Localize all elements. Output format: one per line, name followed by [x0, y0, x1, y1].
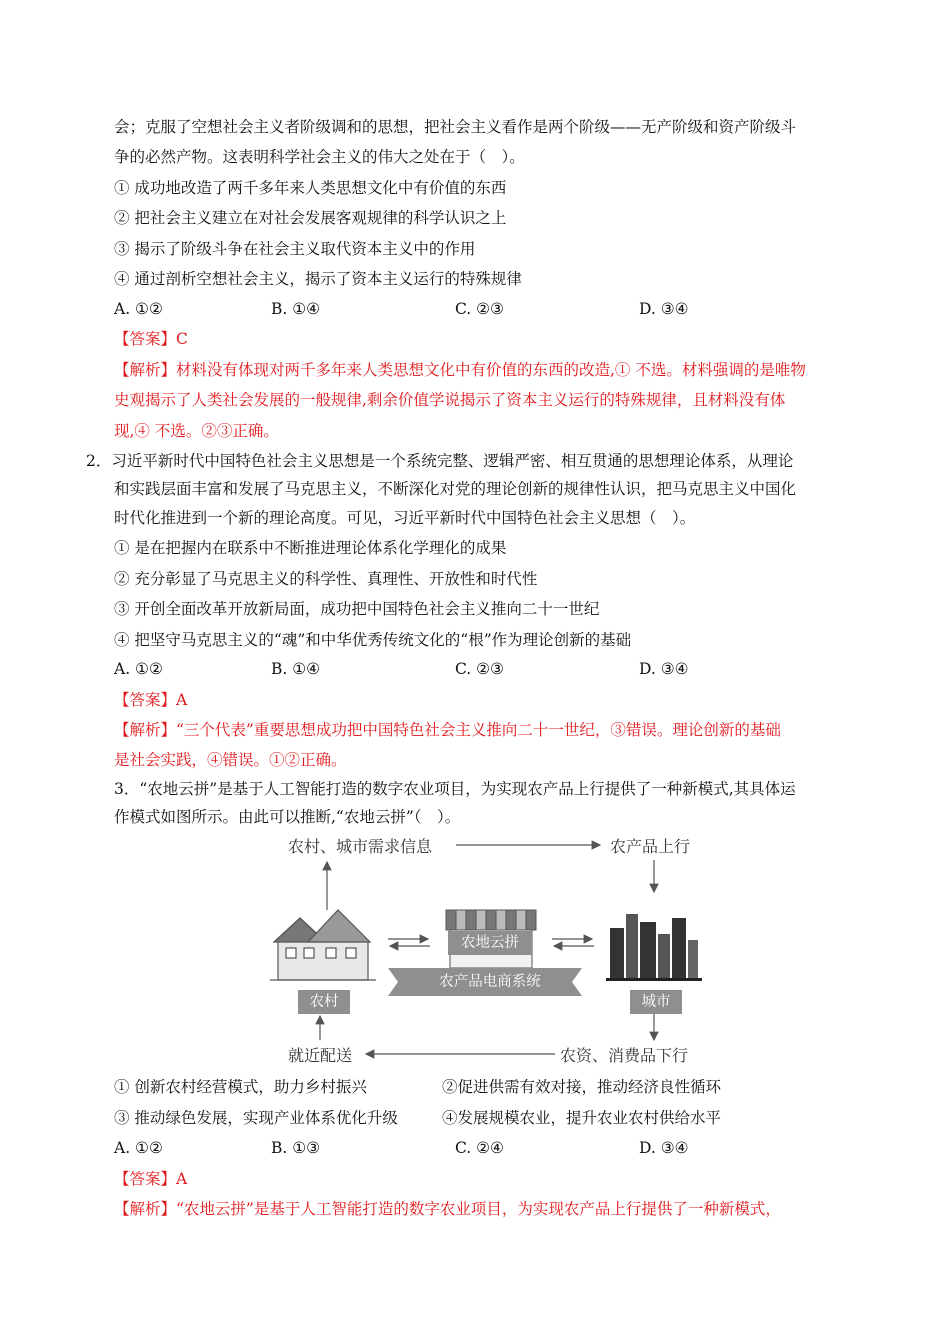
- analysis-text: 是社会实践，④错误。①②正确。: [114, 751, 347, 769]
- option-a: A. ①②: [114, 1139, 163, 1157]
- diagram-top-left-label: 农村、城市需求信息: [288, 837, 433, 856]
- statement-item: ① 创新农村经营模式，助力乡村振兴: [114, 1078, 367, 1096]
- question-text: 3．“农地云拼”是基于人工智能打造的数字农业项目，为实现农产品上行提供了一种新模式,其具体运: [114, 780, 796, 798]
- option-a: A. ①②: [114, 660, 163, 678]
- question-text: 会；克服了空想社会主义者阶级调和的思想，把社会主义看作是两个阶级——无产阶级和资产阶级斗: [114, 118, 797, 136]
- statement-item: ② 把社会主义建立在对社会发展客观规律的科学认识之上: [114, 209, 507, 227]
- option-c: C. ②④: [455, 1139, 504, 1157]
- village-icon: [270, 910, 376, 980]
- flow-diagram: [270, 830, 710, 1070]
- city-label: 城市: [630, 990, 682, 1014]
- question-text: 和实践层面丰富和发展了马克思主义，不断深化对党的理论创新的规律性认识，把马克思主义中国化: [114, 480, 797, 498]
- village-label: 农村: [298, 990, 350, 1014]
- statement-item: ② 充分彰显了马克思主义的科学性、真理性、开放性和时代性: [114, 570, 538, 588]
- question-text: 时代化推进到一个新的理论高度。可见，习近平新时代中国特色社会主义思想（ ）。: [114, 509, 696, 527]
- question-text: 2．习近平新时代中国特色社会主义思想是一个系统完整、逻辑严密、相互贯通的思想理论体系，从理论: [86, 452, 794, 470]
- option-b: B. ①④: [271, 300, 321, 318]
- analysis-text: 现,④ 不选。②③正确。: [114, 422, 279, 440]
- option-d: D. ③④: [639, 1139, 689, 1157]
- statement-item: ④ 把坚守马克思主义的“魂”和中华优秀传统文化的“根”作为理论创新的基础: [114, 631, 632, 649]
- system-label: 农产品电商系统: [439, 974, 541, 990]
- statement-item: ②促进供需有效对接，推动经济良性循环: [442, 1078, 722, 1096]
- option-b: B. ①④: [271, 660, 321, 678]
- option-c: C. ②③: [455, 660, 504, 678]
- statement-item: ③ 揭示了阶级斗争在社会主义取代资本主义中的作用: [114, 240, 476, 258]
- statement-item: ④发展规模农业，提升农业农村供给水平: [442, 1109, 722, 1127]
- answer: 【答案】A: [114, 691, 188, 709]
- analysis-text: 史观揭示了人类社会发展的一般规律,剩余价值学说揭示了资本主义运行的特殊规律，且材料没有体: [114, 391, 786, 409]
- statement-item: ③ 推动绿色发展，实现产业体系优化升级: [114, 1109, 398, 1127]
- center-platform-label: 农地云拼: [448, 931, 532, 955]
- diagram-top-right-label: 农产品上行: [610, 837, 691, 856]
- statement-item: ① 是在把握内在联系中不断推进理论体系化学理化的成果: [114, 539, 507, 557]
- option-c: C. ②③: [455, 300, 504, 318]
- option-b: B. ①③: [271, 1139, 321, 1157]
- answer: 【答案】A: [114, 1170, 188, 1188]
- statement-item: ③ 开创全面改革开放新局面，成功把中国特色社会主义推向二十一世纪: [114, 600, 600, 618]
- question-text: 争的必然产物。这表明科学社会主义的伟大之处在于（ ）。: [114, 148, 525, 166]
- analysis-text: 【解析】“三个代表”重要思想成功把中国特色社会主义推向二十一世纪，③错误。理论创新的基础: [114, 721, 781, 739]
- diagram-bottom-left-label: 就近配送: [288, 1046, 353, 1065]
- diagram-bottom-right-label: 农资、消费品下行: [560, 1046, 689, 1065]
- option-d: D. ③④: [639, 660, 689, 678]
- question-text: 作模式如图所示。由此可以推断,“农地云拼”（ ）。: [114, 808, 461, 826]
- statement-item: ① 成功地改造了两千多年来人类思想文化中有价值的东西: [114, 179, 507, 197]
- analysis-text: 【解析】材料没有体现对两千多年来人类思想文化中有价值的东西的改造,① 不选。材料强调的是唯物: [114, 361, 806, 379]
- option-d: D. ③④: [639, 300, 689, 318]
- city-icon: [606, 914, 702, 981]
- statement-item: ④ 通过剖析空想社会主义，揭示了资本主义运行的特殊规律: [114, 270, 522, 288]
- answer: 【答案】C: [114, 330, 188, 348]
- analysis-text: 【解析】“农地云拼”是基于人工智能打造的数字农业项目，为实现农产品上行提供了一种新模式，: [114, 1200, 781, 1218]
- option-a: A. ①②: [114, 300, 163, 318]
